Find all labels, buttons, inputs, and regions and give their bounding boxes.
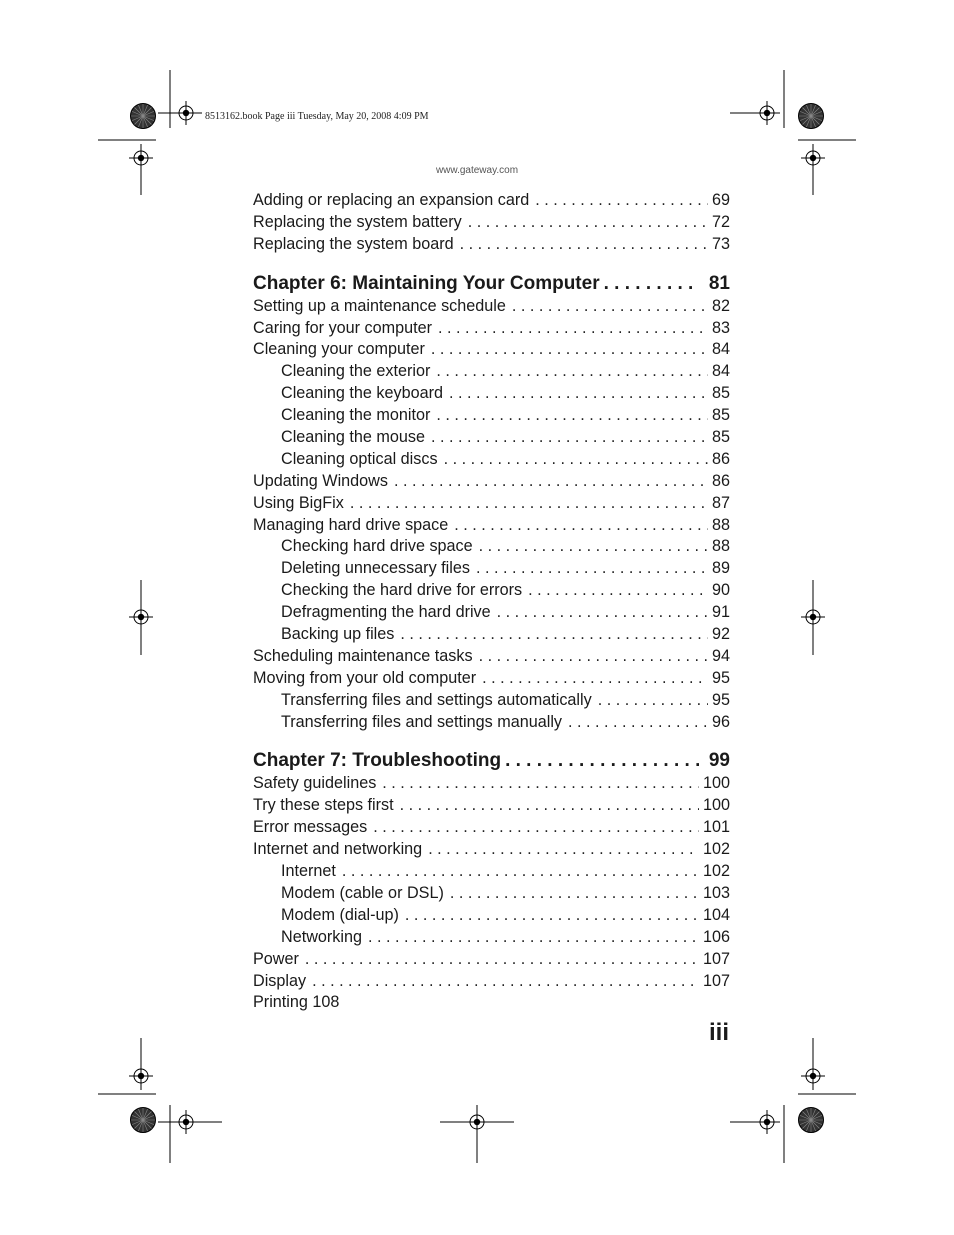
table-of-contents [253, 190, 730, 1014]
toc-entry-title: Internet [281, 862, 336, 881]
toc-subentry[interactable] [253, 690, 730, 712]
registration-crosshair-icon [801, 605, 825, 629]
dot-leader [454, 515, 708, 537]
dot-leader [436, 405, 708, 427]
dot-leader [568, 712, 708, 734]
dot-leader [604, 272, 699, 296]
chapter-heading-6[interactable] [253, 272, 730, 296]
toc-entry-page: 100 [702, 796, 730, 815]
dot-leader [468, 212, 708, 234]
toc-subentry[interactable] [253, 558, 730, 580]
toc-subentry[interactable] [253, 405, 730, 427]
toc-subentry[interactable] [253, 361, 730, 383]
dot-leader [512, 296, 708, 318]
toc-entry-title: Moving from your old computer [253, 668, 477, 687]
toc-entry-title: Using BigFix [253, 493, 344, 512]
toc-entry-page: 95 [711, 690, 730, 709]
toc-subentry[interactable] [253, 536, 730, 558]
toc-entry-page: 103 [702, 883, 730, 902]
dot-leader [438, 318, 708, 340]
toc-entry-title: Cleaning the mouse [281, 428, 425, 447]
dot-leader [535, 190, 708, 212]
toc-entry-title: Transferring files and settings automatically [281, 690, 592, 709]
toc-entry-page: 86 [711, 471, 730, 490]
toc-entry-title: Cleaning your computer [253, 340, 425, 359]
toc-entry-title: Deleting unnecessary files [281, 559, 470, 578]
toc-subentry[interactable] [253, 449, 730, 471]
dot-leader [460, 234, 708, 256]
chapter-page: 99 [708, 750, 730, 772]
toc-entry-page: 101 [702, 818, 730, 837]
toc-entry[interactable] [253, 646, 730, 668]
toc-subentry[interactable] [253, 905, 730, 927]
toc-entry-title: Managing hard drive space [253, 515, 449, 534]
toc-entry-page: 107 [702, 971, 730, 990]
toc-entry-title: Replacing the system board [253, 234, 454, 253]
toc-entry-title: Checking the hard drive for errors [281, 581, 523, 600]
toc-entry[interactable] [253, 668, 730, 690]
toc-entry-title: Adding or replacing an expansion card [253, 191, 530, 209]
toc-entry-title: Try these steps first [253, 796, 394, 815]
color-bar-starburst-icon [131, 104, 156, 129]
toc-entry[interactable] [253, 971, 730, 993]
toc-subentry[interactable] [253, 927, 730, 949]
registration-crosshair-icon [129, 1064, 153, 1088]
toc-entry-page: 84 [711, 340, 730, 359]
dot-leader [449, 383, 708, 405]
dot-leader [400, 624, 708, 646]
dot-leader [450, 883, 699, 905]
dot-leader [342, 861, 699, 883]
dot-leader [431, 427, 708, 449]
page-number: iii [708, 1019, 729, 1046]
toc-entry-page: 69 [711, 191, 730, 209]
dot-leader [444, 449, 708, 471]
toc-entry-title: Modem (dial-up) [281, 905, 399, 924]
color-bar-starburst-icon [799, 104, 824, 129]
toc-entry[interactable] [253, 339, 730, 361]
toc-entry-title: Cleaning the keyboard [281, 384, 443, 403]
dot-leader [528, 580, 708, 602]
dot-leader [305, 949, 699, 971]
toc-entry-title: Scheduling maintenance tasks [253, 646, 473, 665]
toc-entry[interactable] [253, 296, 730, 318]
dot-leader [431, 339, 708, 361]
toc-subentry[interactable] [253, 624, 730, 646]
chapter-page: 81 [708, 272, 730, 294]
toc-subentry[interactable] [253, 861, 730, 883]
toc-entry[interactable] [253, 773, 730, 795]
toc-entry[interactable] [253, 795, 730, 817]
toc-entry-page: 100 [702, 774, 730, 793]
toc-entry[interactable] [253, 212, 730, 234]
dot-leader [482, 668, 708, 690]
toc-entry[interactable] [253, 515, 730, 537]
toc-entry-title: Safety guidelines [253, 774, 377, 793]
toc-entry-title: Checking hard drive space [281, 537, 473, 556]
toc-entry-page: 91 [711, 603, 730, 622]
toc-entry-page: 92 [711, 625, 730, 644]
dot-leader [476, 558, 708, 580]
toc-entry[interactable] [253, 190, 730, 212]
dot-leader [497, 602, 708, 624]
toc-entry-page: 82 [711, 296, 730, 315]
toc-entry-page: 73 [711, 234, 730, 253]
toc-entry-title: Setting up a maintenance schedule [253, 296, 506, 315]
print-slug-line: 8513162.book Page iii Tuesday, May 20, 2008 4:09 PM [205, 111, 429, 122]
toc-entry-title: Caring for your computer [253, 318, 433, 337]
dot-leader [350, 493, 708, 515]
dot-leader [479, 646, 708, 668]
dot-leader [382, 773, 699, 795]
toc-entry-title: Cleaning the exterior [281, 362, 431, 381]
toc-entry-page: 104 [702, 905, 730, 924]
toc-entry[interactable] [253, 992, 730, 1014]
dot-leader [598, 690, 708, 712]
toc-entry[interactable] [253, 949, 730, 971]
toc-entry-page: 85 [711, 406, 730, 425]
toc-subentry[interactable] [253, 580, 730, 602]
toc-entry[interactable] [253, 839, 730, 861]
toc-entry-page: 102 [702, 862, 730, 881]
dot-leader [368, 927, 699, 949]
toc-entry[interactable] [253, 817, 730, 839]
toc-entry-title: Cleaning the monitor [281, 406, 431, 425]
dot-leader [428, 839, 699, 861]
toc-entry-page: 102 [702, 840, 730, 859]
registration-crosshair-icon [465, 1110, 489, 1134]
toc-entry[interactable] [253, 318, 730, 340]
website-url: www.gateway.com [435, 165, 519, 176]
registration-crosshair-icon [755, 1110, 779, 1134]
toc-entry-title: Updating Windows [253, 471, 388, 490]
registration-crosshair-icon [801, 1064, 825, 1088]
color-bar-starburst-icon [131, 1108, 156, 1133]
toc-subentry[interactable] [253, 883, 730, 905]
toc-entry-page: 89 [711, 559, 730, 578]
toc-entry-page: 86 [711, 449, 730, 468]
toc-entry-title: Networking [281, 927, 362, 946]
registration-crosshair-icon [755, 101, 779, 125]
dot-leader [400, 795, 699, 817]
registration-crosshair-icon [174, 1110, 198, 1134]
toc-subentry[interactable] [253, 712, 730, 734]
toc-entry-page: 106 [702, 927, 730, 946]
toc-entry-page: 72 [711, 212, 730, 231]
toc-entry-title: Modem (cable or DSL) [281, 883, 444, 902]
toc-entry-title: Transferring files and settings manually [281, 712, 563, 731]
toc-entry-page: 96 [711, 712, 730, 731]
dot-leader [436, 361, 708, 383]
toc-entry[interactable] [253, 234, 730, 256]
toc-entry-page: 90 [711, 581, 730, 600]
toc-entry-page: 95 [711, 668, 730, 687]
toc-entry-page: 84 [711, 362, 730, 381]
toc-entry[interactable] [253, 471, 730, 493]
toc-subentry[interactable] [253, 383, 730, 405]
dot-leader [373, 817, 699, 839]
toc-entry-page: 85 [711, 384, 730, 403]
toc-entry-page: 94 [711, 646, 730, 665]
toc-entry-page: 88 [711, 515, 730, 534]
chapter-title: Chapter 6: Maintaining Your Computer [253, 272, 600, 294]
toc-entry-title: Cleaning optical discs [281, 449, 438, 468]
toc-entry[interactable] [253, 493, 730, 515]
dot-leader [479, 536, 708, 558]
toc-subentry[interactable] [253, 602, 730, 624]
toc-entry-page: 88 [711, 537, 730, 556]
toc-entry-title: Backing up files [281, 625, 395, 644]
toc-entry-title: Printing 108 [253, 993, 340, 1012]
toc-entry-title: Display [253, 971, 307, 990]
dot-leader [505, 749, 699, 773]
registration-crosshair-icon [129, 605, 153, 629]
toc-entry-page: 85 [711, 428, 730, 447]
toc-entry-title: Power [253, 949, 299, 968]
dot-leader [394, 471, 708, 493]
dot-leader [312, 971, 699, 993]
toc-entry-page: 83 [711, 318, 730, 337]
toc-entry-page: 87 [711, 493, 730, 512]
toc-entry-title: Replacing the system battery [253, 212, 462, 231]
chapter-heading-7[interactable] [253, 749, 730, 773]
toc-entry-title: Defragmenting the hard drive [281, 603, 491, 622]
registration-crosshair-icon [174, 101, 198, 125]
chapter-title: Chapter 7: Troubleshooting [253, 750, 502, 772]
dot-leader [405, 905, 699, 927]
toc-entry-page: 107 [702, 949, 730, 968]
toc-subentry[interactable] [253, 427, 730, 449]
toc-entry-title: Error messages [253, 818, 368, 837]
color-bar-starburst-icon [799, 1108, 824, 1133]
toc-entry-title: Internet and networking [253, 840, 423, 859]
